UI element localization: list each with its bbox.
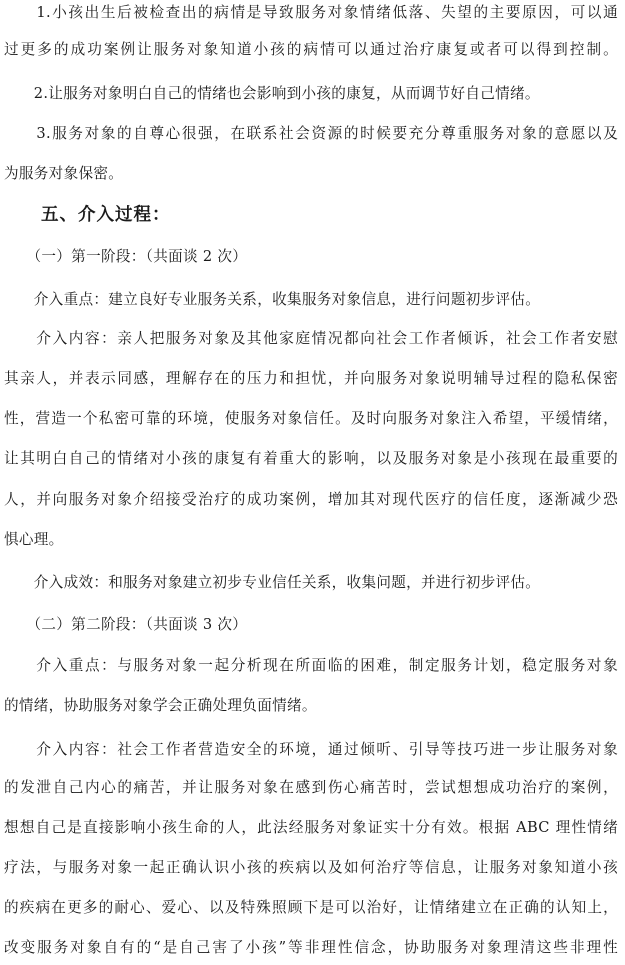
- stage-2-focus-line-1: 介入重点：与服务对象一起分析现在所面临的困难，制定服务计划，稳定服务对象: [4, 657, 618, 674]
- section-heading-intervention-process: 五、介入过程：: [4, 205, 171, 225]
- paragraph-3-line-1: 3.服务对象的自尊心很强，在联系社会资源的时候要充分尊重服务对象的意愿以及: [4, 125, 618, 142]
- stage-1-heading: （一）第一阶段：（共面谈 2 次）: [4, 248, 248, 265]
- stage-2-heading: （二）第二阶段：（共面谈 3 次）: [4, 616, 248, 633]
- stage-1-content-line-5: 人，并向服务对象介绍接受治疗的成功案例，增加其对现代医疗的信任度，逐渐减少恐: [4, 491, 618, 508]
- stage-2-content-line-4: 疗法，与服务对象一起正确认识小孩的疾病以及如何治疗等信息，让服务对象知道小孩: [4, 859, 618, 876]
- paragraph-1-line-1: 1.小孩出生后被检查出的病情是导致服务对象情绪低落、失望的主要原因，可以通: [4, 4, 618, 21]
- paragraph-2-line-1: 2.让服务对象明白自己的情绪也会影响到小孩的康复，从而调节好自己情绪。: [4, 85, 540, 102]
- stage-1-content-line-3: 性，营造一个私密可靠的环境，使服务对象信任。及时向服务对象注入希望，平缓情绪，: [4, 410, 618, 427]
- stage-2-content-line-1: 介入内容：社会工作者营造安全的环境，通过倾听、引导等技巧进一步让服务对象: [4, 741, 618, 758]
- stage-1-content-line-6: 惧心理。: [4, 531, 64, 548]
- stage-1-content-line-2: 其亲人，并表示同感，理解存在的压力和担忧，并向服务对象说明辅导过程的隐私保密: [4, 370, 618, 387]
- stage-2-focus-line-2: 的情绪，协助服务对象学会正确处理负面情绪。: [4, 697, 317, 714]
- paragraph-1-line-2: 过更多的成功案例让服务对象知道小孩的病情可以通过治疗康复或者可以得到控制。: [4, 41, 618, 58]
- stage-2-content-line-6: 改变服务对象自有的“是自己害了小孩”等非理性信念，协助服务对象理清这些非理性: [4, 939, 618, 956]
- stage-2-content-line-5: 的疾病在更多的耐心、爱心、以及特殊照顾下是可以治好，让情绪建立在正确的认知上，: [4, 899, 618, 916]
- paragraph-3-line-2: 为服务对象保密。: [4, 165, 124, 182]
- stage-1-content-line-1: 介入内容：亲人把服务对象及其他家庭情况都向社会工作者倾诉，社会工作者安慰: [4, 330, 618, 347]
- stage-1-effect: 介入成效：和服务对象建立初步专业信任关系，收集问题，并进行初步评估。: [4, 574, 541, 591]
- stage-2-content-line-3: 想想自己是直接影响小孩生命的人，此法经服务对象证实十分有效。根据 ABC 理性情绪: [4, 819, 618, 836]
- stage-1-focus: 介入重点：建立良好专业服务关系，收集服务对象信息，进行问题初步评估。: [4, 291, 541, 308]
- stage-1-content-line-4: 让其明白自己的情绪对小孩的康复有着重大的影响，以及服务对象是小孩现在最重要的: [4, 450, 618, 467]
- stage-2-content-line-2: 的发泄自己内心的痛苦，并让服务对象在感到伤心痛苦时，尝试想想成功治疗的案例，: [4, 779, 618, 796]
